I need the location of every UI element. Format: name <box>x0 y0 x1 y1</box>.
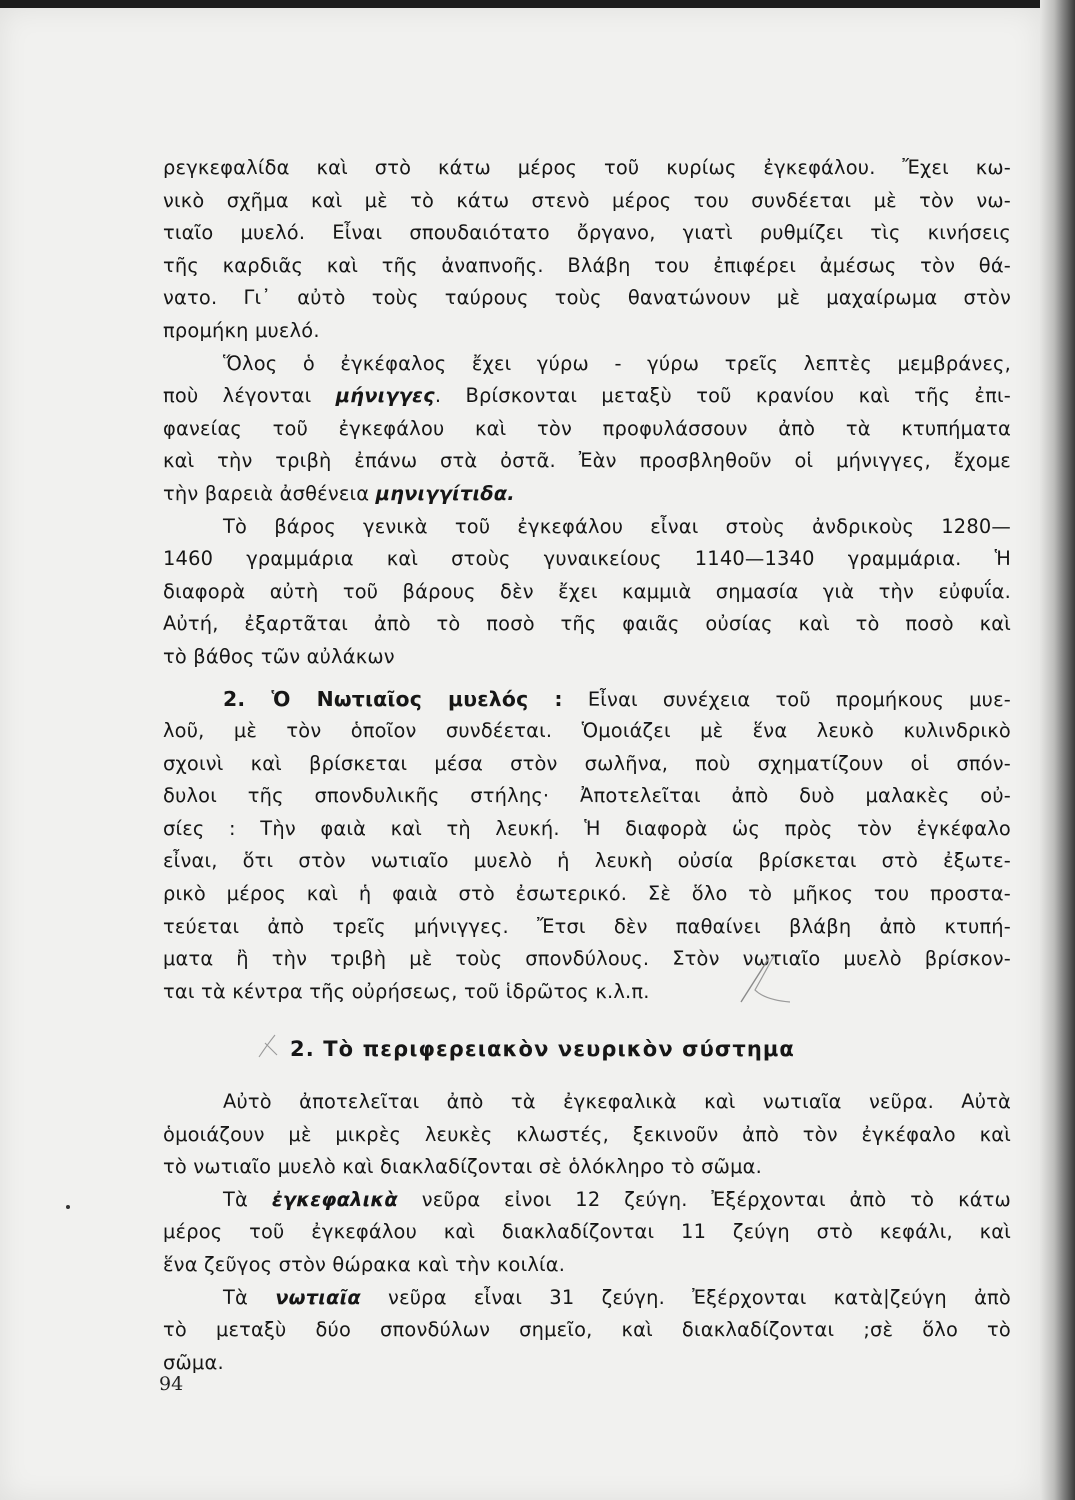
text-line <box>163 478 1011 511</box>
text-line: τὸ βάθος τῶν αὐλάκων <box>163 644 395 668</box>
text-span: Εἶναι συνέχεια τοῦ προμήκους μυε- <box>562 687 1011 711</box>
text-span: Τὰ <box>223 1187 249 1211</box>
section-heading: 2. Τὸ περιφερειακὸν νευρικὸν σύστημα <box>290 1037 795 1062</box>
text-line: σχοινὶ καὶ βρίσκεται μέσα στὸν σωλῆνα, ποὺ σχηματίζουν οἱ σπόν- <box>163 751 1011 775</box>
text-line: μέρος τοῦ ἐγκεφάλου καὶ διακλαδίζονται 11 ζεύγη στὸ κεφάλι, καὶ <box>163 1220 1011 1244</box>
subsection-heading: 2. Ὁ Νωτιαῖος μυελός : <box>223 686 563 711</box>
text-span: νεῦρα εἶναι 31 ζεύγη. Ἐξέρχονται κατὰ|ζεύγη ἀπὸ <box>360 1285 1011 1309</box>
page-edge-shadow <box>1040 0 1075 1500</box>
text-line: προμήκη μυελό. <box>163 318 320 342</box>
text-line: τὸ μεταξὺ δύο σπονδύλων σημεῖο, καὶ διακλαδίζονται ;σὲ ὅλο τὸ <box>163 1318 1011 1342</box>
text-span: Τὰ <box>223 1285 249 1309</box>
text-line: τιαῖο μυελό. Εἶναι σπουδαιότατο ὄργανο, γιατὶ ρυθμίζει τὶς κινήσεις <box>163 221 1011 245</box>
text-line: σίες : Τὴν φαιὰ καὶ τὴ λευκή. Ἡ διαφορὰ ὡς πρὸς τὸν ἐγκέφαλο <box>163 816 1011 840</box>
text-span: . Βρίσκονται μεταξὺ τοῦ κρανίου καὶ τῆς ἐπι- <box>434 384 1011 408</box>
text-line: φανείας τοῦ ἐγκεφάλου καὶ τὸν προφυλάσσουν ἀπὸ τὰ κτυπήματα <box>163 416 1011 440</box>
text-line: νικὸ σχῆμα καὶ μὲ τὸ κάτω στενὸ μέρος του συνδέεται μὲ τὸν νω- <box>163 188 1011 212</box>
text-line: Αὐτὸ ἀποτελεῖται ἀπὸ τὰ ἐγκεφαλικὰ καὶ νωτιαῖα νεῦρα. Αὐτὰ <box>223 1090 1011 1114</box>
text-line: εἶναι, ὅτι στὸν νωτιαῖο μυελὸ ἡ λευκὴ οὐσία βρίσκεται στὸ ἐξωτε- <box>163 849 1011 873</box>
text-line <box>163 380 1011 413</box>
text-line: τεύεται ἀπὸ τρεῖς μήνιγγες. Ἔτσι δὲν παθαίνει βλάβη ἀπὸ κτυπή- <box>163 914 1011 938</box>
text-line: διαφορὰ αὐτὴ τοῦ βάρους δὲν ἔχει καμμιὰ σημασία γιὰ τὴν εὐφυΐα. <box>163 579 1011 603</box>
text-line: δυλοι τῆς σπονδυλικῆς στήλης· Ἀποτελεῖται ἀπὸ δυὸ μαλακὲς οὐ- <box>163 784 1011 808</box>
text-line: 1460 γραμμάρια καὶ στοὺς γυναικείους 1140—1340 γραμμάρια. Ἡ <box>163 547 1011 571</box>
text-line <box>163 1282 1011 1315</box>
ink-dot <box>66 1205 70 1209</box>
text-line: σῶμα. <box>163 1350 224 1374</box>
text-line: τὸ νωτιαῖο μυελὸ καὶ διακλαδίζονται σὲ ὁλόκληρο τὸ σῶμα. <box>163 1155 762 1179</box>
text-line: νατο. Γι᾽ αὐτὸ τοὺς ταύρους τοὺς θανατώνουν μὲ μαχαίρωμα στὸν <box>163 286 1011 310</box>
text-line: Αὐτή, ἐξαρτᾶται ἀπὸ τὸ ποσὸ τῆς φαιᾶς οὐσίας καὶ τὸ ποσὸ καὶ <box>163 612 1011 636</box>
page-number: 94 <box>159 1373 184 1395</box>
text-line <box>163 683 1011 716</box>
text-line: Ὅλος ὁ ἐγκέφαλος ἔχει γύρω - γύρω τρεῖς λεπτὲς μεμβράνες, <box>223 351 1011 375</box>
term-meninges: μήνιγγες <box>335 384 435 408</box>
text-line: ται τὰ κέντρα τῆς οὐρήσεως, τοῦ ἱδρῶτος κ.λ.π. <box>163 979 650 1003</box>
text-line: ὁμοιάζουν μὲ μικρὲς λευκὲς κλωστές, ξεκινοῦν ἀπὸ τὸν ἐγκέφαλο καὶ <box>163 1122 1011 1146</box>
text-span: τὴν βαρειὰ ἀσθένεια <box>163 481 370 505</box>
page-body <box>163 152 1011 1379</box>
pencil-tick-mark <box>255 1023 295 1063</box>
term-cranial: ἐγκεφαλικὰ <box>271 1187 398 1211</box>
text-span: ποὺ λέγονται <box>163 384 312 408</box>
text-line: Τὸ βάρος γενικὰ τοῦ ἐγκεφάλου εἶναι στοὺς ἀνδρικοὺς 1280— <box>223 514 1011 538</box>
term-spinal: νωτιαῖα <box>275 1285 361 1309</box>
text-line: ρικὸ μέρος καὶ ἡ φαιὰ στὸ ἐσωτερικό. Σὲ ὅλο τὸ μῆκος του προστα- <box>163 882 1011 906</box>
text-line: ρεγκεφαλίδα καὶ στὸ κάτω μέρος τοῦ κυρίως ἐγκεφάλου. Ἔχει κω- <box>163 156 1011 179</box>
term-meningitis: μηνιγγίτιδα. <box>375 481 515 505</box>
text-line: ματα ἢ τὴν τριβὴ μὲ τοὺς σπονδύλους. Στὸν νωτιαῖο μυελὸ βρίσκον- <box>163 947 1011 971</box>
scan-top-border <box>0 0 1075 8</box>
pencil-cross-mark <box>735 950 795 1010</box>
text-span: νεῦρα εἰνοι 12 ζεύγη. Ἐξέρχονται ἀπὸ τὸ κάτω <box>397 1187 1011 1211</box>
text-line: λοῦ, μὲ τὸν ὁποῖον συνδέεται. Ὁμοιάζει μὲ ἕνα λευκὸ κυλινδρικὸ <box>163 719 1011 743</box>
text-line: τῆς καρδιᾶς καὶ τῆς ἀναπνοῆς. Βλάβη του ἐπιφέρει ἀμέσως τὸν θά- <box>163 253 1011 277</box>
text-line: ἕνα ζεῦγος στὸν θώρακα καὶ τὴν κοιλία. <box>163 1253 566 1276</box>
text-line: καὶ τὴν τριβὴ ἐπάνω στὰ ὀστᾶ. Ἐὰν προσβληθοῦν οἱ μήνιγγες, ἔχομε <box>163 449 1011 473</box>
text-line <box>163 1184 1011 1217</box>
